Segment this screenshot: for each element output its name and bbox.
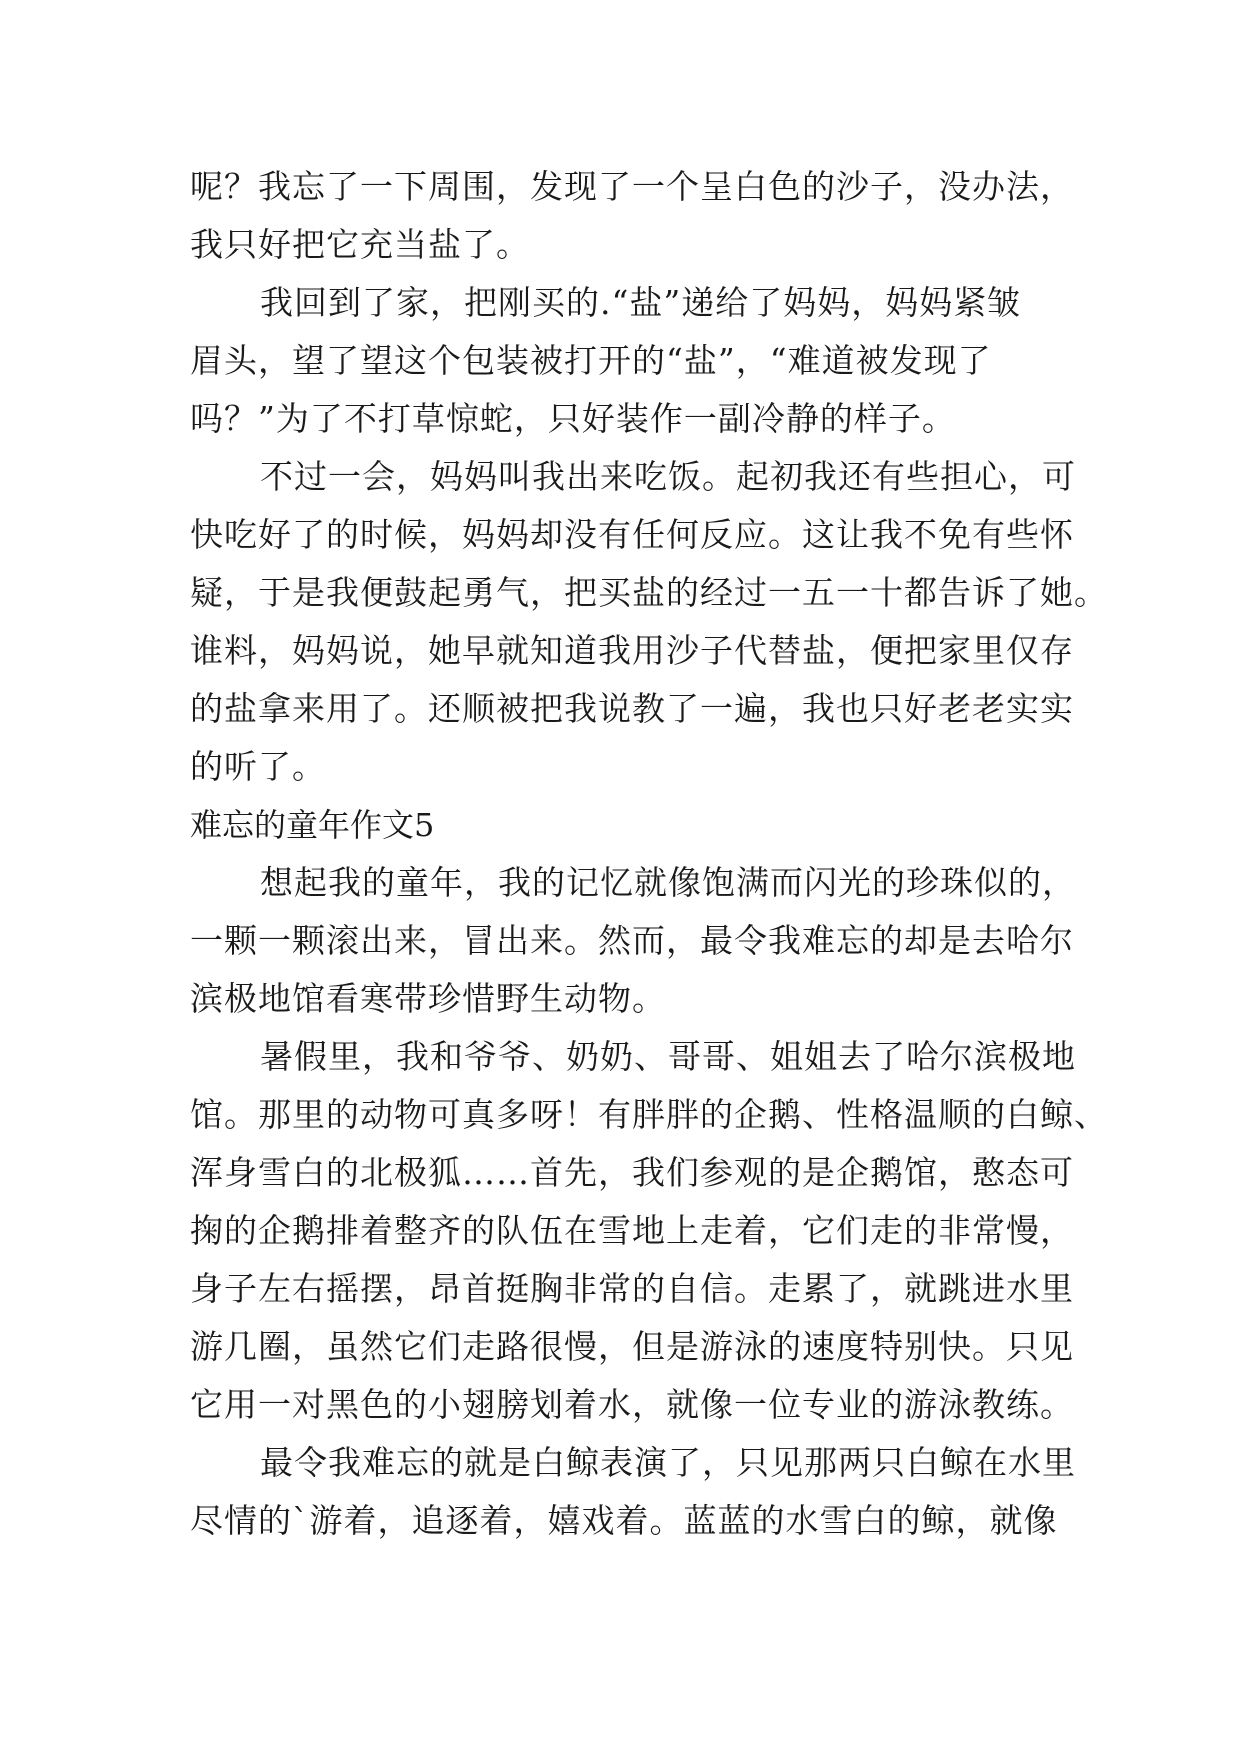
text-line: 滨极地馆看寒带珍惜野生动物。 bbox=[190, 979, 666, 1018]
text-line: 一颗一颗滚出来，冒出来。然而，最令我难忘的却是去哈尔 bbox=[190, 921, 1074, 960]
paragraph-first-line: 不过一会，妈妈叫我出来吃饭。起初我还有些担心，可 bbox=[260, 457, 1076, 496]
document-page bbox=[190, 158, 1108, 1550]
text-line: 游几圈，虽然它们走路很慢，但是游泳的速度特别快。只见 bbox=[190, 1327, 1074, 1366]
paragraph-first-line: 想起我的童年，我的记忆就像饱满而闪光的珍珠似的， bbox=[260, 863, 1076, 902]
paragraph-first-line: 暑假里，我和爷爷、奶奶、哥哥、姐姐去了哈尔滨极地 bbox=[260, 1037, 1076, 1076]
paragraph-first-line: 最令我难忘的就是白鲸表演了，只见那两只白鲸在水里 bbox=[260, 1443, 1076, 1482]
text-line: 疑，于是我便鼓起勇气，把买盐的经过一五一十都告诉了她。 bbox=[190, 573, 1108, 612]
text-line: 的盐拿来用了。还顺被把我说教了一遍，我也只好老老实实 bbox=[190, 689, 1074, 728]
text-line: 尽情的`游着，追逐着，嬉戏着。蓝蓝的水雪白的鲸，就像 bbox=[190, 1501, 1058, 1540]
text-line: 快吃好了的时候，妈妈却没有任何反应。这让我不免有些怀 bbox=[190, 515, 1074, 554]
text-line: 身子左右摇摆，昂首挺胸非常的自信。走累了，就跳进水里 bbox=[190, 1269, 1074, 1308]
text-line: 馆。那里的动物可真多呀！有胖胖的企鹅、性格温顺的白鲸、 bbox=[190, 1095, 1108, 1134]
text-line: 它用一对黑色的小翅膀划着水，就像一位专业的游泳教练。 bbox=[190, 1385, 1074, 1424]
text-line: 谁料，妈妈说，她早就知道我用沙子代替盐，便把家里仅存 bbox=[190, 631, 1074, 670]
text-line: 呢？我忘了一下周围，发现了一个呈白色的沙子，没办法， bbox=[190, 167, 1074, 206]
text-line: 的听了。 bbox=[190, 747, 326, 786]
text-line: 我只好把它充当盐了。 bbox=[190, 225, 530, 264]
text-line: 吗？”为了不打草惊蛇，只好装作一副冷静的样子。 bbox=[190, 399, 956, 438]
text-line: 掬的企鹅排着整齐的队伍在雪地上走着，它们走的非常慢， bbox=[190, 1211, 1074, 1250]
section-heading: 难忘的童年作文5 bbox=[190, 806, 435, 844]
paragraph-first-line: 我回到了家，把刚买的.“盐”递给了妈妈，妈妈紧皱 bbox=[260, 283, 1022, 322]
text-line: 眉头，望了望这个包装被打开的“盐”，“难道被发现了 bbox=[190, 341, 992, 380]
text-line: 浑身雪白的北极狐……首先，我们参观的是企鹅馆，憨态可 bbox=[190, 1153, 1074, 1192]
